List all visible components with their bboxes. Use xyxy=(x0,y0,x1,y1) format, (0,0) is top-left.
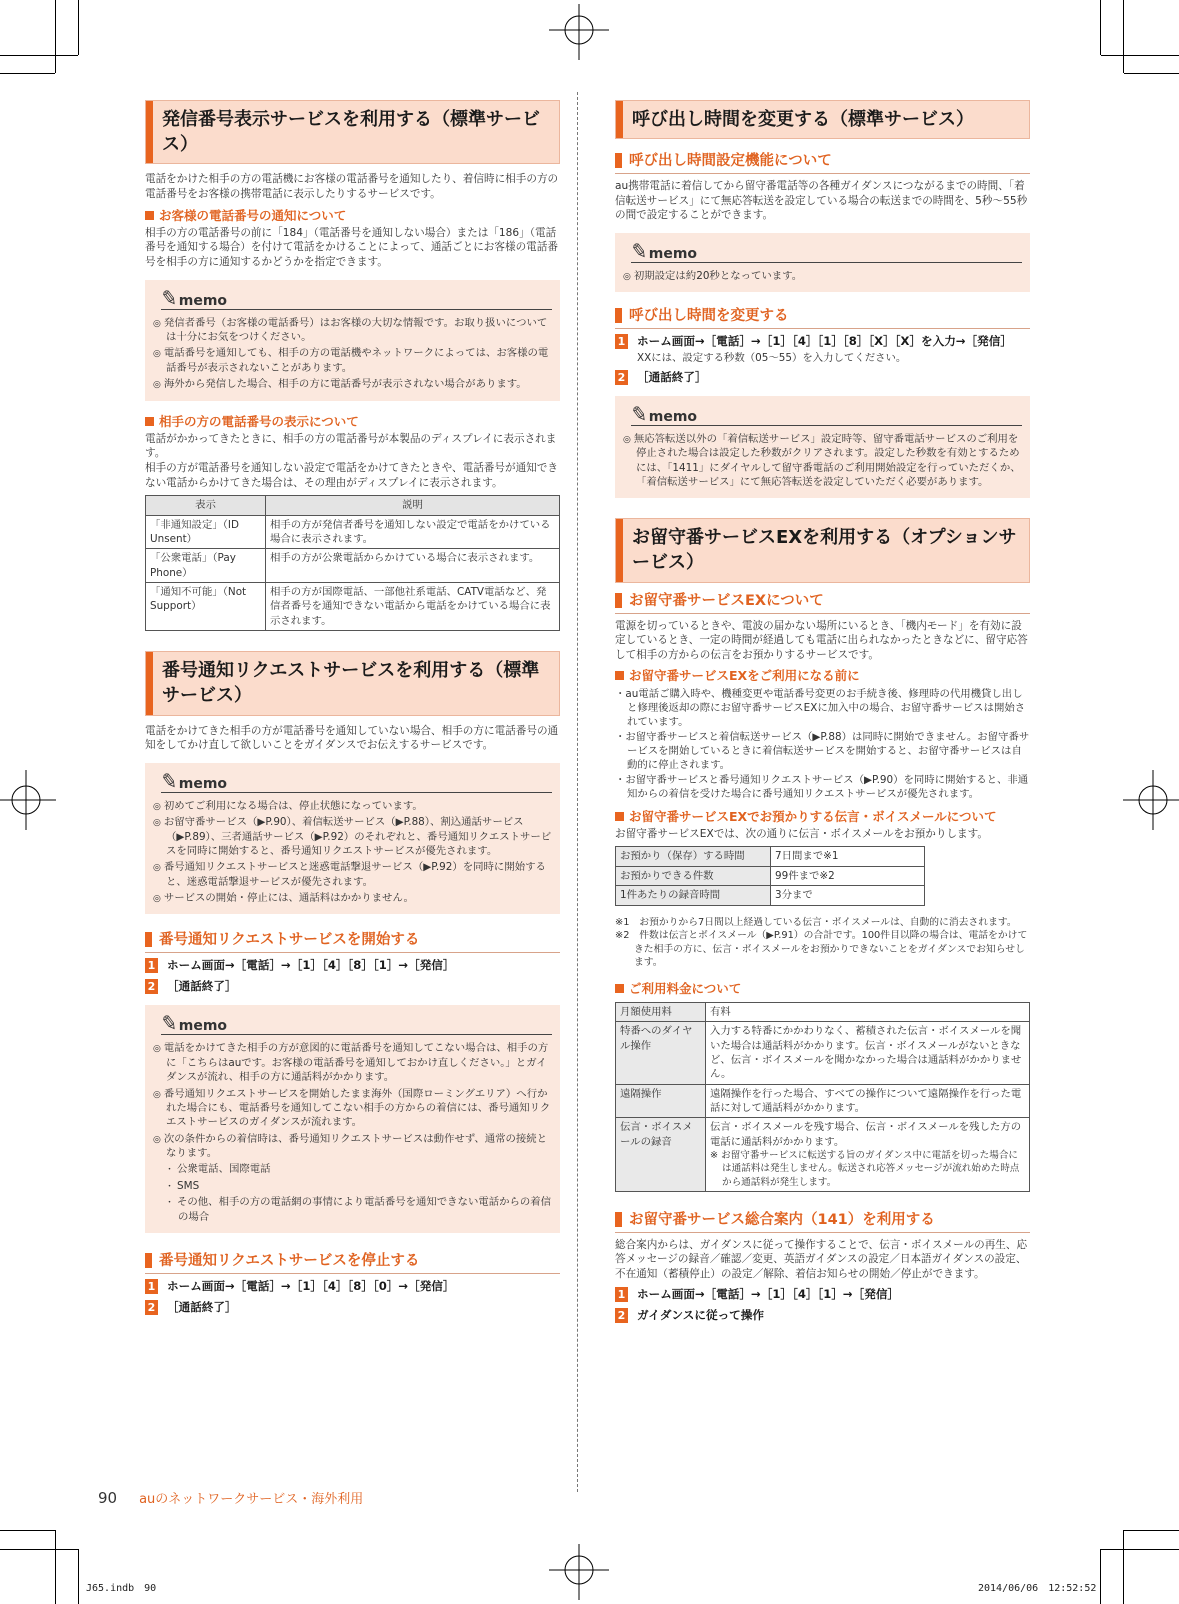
table-row xyxy=(146,515,560,549)
list-item: ・ お留守番サービスと着信転送サービス（▶P.88）は同時に開始できません。お留守番サービスを開始しているときに着信転送サービスを開始すると、お留守番サービスは自動的に停止されます。 xyxy=(615,730,1030,773)
heading-before-use: お留守番サービスEXをご利用になる前に xyxy=(615,667,1030,684)
section-title-voicemail-ex: お留守番サービスEXを利用する（オプションサービス） xyxy=(615,518,1030,582)
step-1 xyxy=(615,1287,1030,1303)
registration-mark-left xyxy=(0,770,60,830)
display-body-2: 相手の方が電話番号を通知しない設定で電話をかけてきたときや、電話番号が通知できない電話からかけてきた場合は、その理由がディスプレイに表示されます。 xyxy=(145,462,558,489)
heading-display-number: 相手の方の電話番号の表示について xyxy=(145,413,560,430)
table-row xyxy=(616,1002,1030,1021)
fee-table xyxy=(615,1002,1030,1192)
memo-box-start-request xyxy=(145,1005,560,1233)
ring-time-body: au携帯電話に着信してから留守番電話等の各種ガイダンスにつながるまでの時間、「着信転送サービス」にて無応答転送を設定している場合の転送までの時間を、5秒〜55秒の間で設定することができます。 xyxy=(615,180,1028,222)
step-text: ［通話終了］ xyxy=(637,369,707,384)
footnote: ※1 お預かりから7日間以上経過している伝言・ボイスメールは、自動的に消去されます。 xyxy=(615,916,1017,928)
table-cell: 遠隔操作 xyxy=(616,1084,706,1118)
step-1 xyxy=(145,1279,560,1295)
pencil-icon: ✎ xyxy=(159,1010,180,1037)
caller-id-intro: 電話をかけた相手の方の電話機にお客様の電話番号を通知したり、着信時に相手の方の電話番号をお客様の携帯電話に表示したりするサービスです。 xyxy=(145,173,559,200)
step-text: ホーム画面→［電話］→［1］［4］［8］［0］→［発信］ xyxy=(167,1279,455,1294)
memo-item: ◎ 海外から発信した場合、相手の方に電話番号が表示されない場合があります。 xyxy=(153,377,552,391)
display-body-1: 電話がかかってきたときに、相手の方の電話番号が本製品のディスプレイに表示されます。 xyxy=(145,432,557,460)
memo-header: ✎ memo xyxy=(631,241,1022,263)
table-row xyxy=(616,886,925,905)
step-number: 2 xyxy=(145,1300,158,1315)
heading-fees: ご利用料金について xyxy=(615,980,1030,997)
step-2 xyxy=(615,370,1030,386)
step-number: 2 xyxy=(615,1308,628,1323)
memo-item: ◎ 無応答転送以外の「着信転送サービス」設定時等、留守番電話サービスのご利用を停止された場合は設定した秒数がクリアされます。設定した秒数を有効とするためには、「1411」にダイヤルして留守番電話のご利用開始設定を行っていただくか、「着信転送サービス」にて無応答転送を設定していただく必要があります。 xyxy=(623,432,1022,489)
memo-box-number-request xyxy=(145,763,560,915)
table-cell: 入力する特番にかかわりなく、蓄積された伝言・ボイスメールを聞いた場合は通話料がかかります。伝言・ボイスメールがないときなど、伝言・ボイスメールを聞かなかった場合は通話料がかかりません。 xyxy=(706,1022,1030,1084)
step-2 xyxy=(145,979,560,995)
table-header: 説明 xyxy=(266,496,560,515)
step-text: ［通話終了］ xyxy=(167,1300,237,1315)
registration-mark-right xyxy=(1119,770,1179,830)
list-item: ・ au電話ご購入時や、機種変更や電話番号変更のお手続き後、修理時の代用機貸し出しと修理後返却の際にお留守番サービスEXに加入中の場合、お留守番サービスは開始されています。 xyxy=(615,687,1030,730)
table-row xyxy=(146,583,560,631)
table-cell: 相手の方が発信者番号を通知しない設定で電話をかけている場合に表示されます。 xyxy=(266,515,560,549)
memo-item: ◎ 番号通知リクエストサービスを開始したまま海外（国際ローミングエリア）へ行かれた場合にも、電話番号を通知してこない相手の方からの着信には、番号通知リクエストサービスのガイダンスが流れます。 xyxy=(153,1087,552,1130)
section-title-caller-id: 発信番号表示サービスを利用する（標準サービス） xyxy=(145,100,560,164)
step-number: 1 xyxy=(615,1287,628,1302)
print-slug-date: 2014/06/06 12:52:52 xyxy=(978,1583,1097,1594)
step-number: 1 xyxy=(145,1279,158,1294)
table-row xyxy=(146,549,560,583)
footnotes xyxy=(615,916,1030,970)
number-request-intro: 電話をかけてきた相手の方が電話番号を通知していない場合、相手の方に電話番号の通知をしてかけ直して欲しいことをガイダンスでお伝えするサービスです。 xyxy=(145,724,559,752)
table-row xyxy=(616,866,925,885)
heading-ring-time-feature: 呼び出し時間設定機能について xyxy=(615,151,1030,174)
table-cell: 相手の方が国際電話、一部他社系電話、CATV電話など、発信者番号を通知できない電話から電話をかけている場合に表示されます。 xyxy=(266,583,560,631)
memo-subitem: ・ その他、相手の方の電話網の事情により電話番号を通知できない電話からの着信の場合 xyxy=(165,1195,552,1224)
storage-table xyxy=(615,846,925,905)
left-column xyxy=(145,100,560,1321)
table-cell: お預かりできる件数 xyxy=(616,866,771,885)
pencil-icon: ✎ xyxy=(629,400,650,427)
footnote: ※2 件数は伝言とボイスメール（▶P.91）の合計です。100件目以降の場合は、電話をかけてきた相手の方に、伝言・ボイスメールをお預かりできないことをガイダンスでお知らせします。 xyxy=(615,930,1028,969)
table-cell: 特番へのダイヤル操作 xyxy=(616,1022,706,1084)
pencil-icon: ✎ xyxy=(159,284,180,311)
print-slug-file: J65.indb 90 xyxy=(86,1583,157,1594)
step-1 xyxy=(615,334,1030,350)
table-cell: 相手の方が公衆電話からかけている場合に表示されます。 xyxy=(266,549,560,583)
list-item: ・ お留守番サービスと番号通知リクエストサービス（▶P.90）を同時に開始すると、非通知からの着信を受けた場合に番号通知リクエストサービスが優先されます。 xyxy=(615,773,1030,802)
memo-item: ◎ 番号通知リクエストサービスと迷惑電話撃退サービス（▶P.92）を同時に開始すると、迷惑電話撃退サービスが優先されます。 xyxy=(153,860,552,889)
memo-item: ◎ サービスの開始・停止には、通話料はかかりません。 xyxy=(153,891,552,905)
memo-item: ◎ 初期設定は約20秒となっています。 xyxy=(623,269,1022,283)
table-cell: 1件あたりの録音時間 xyxy=(616,886,771,905)
heading-voicemail-ex-about: お留守番サービスEXについて xyxy=(615,591,1030,614)
step-text: ホーム画面→［電話］→［1］［4］［1］［8］［X］［X］を入力→［発信］ xyxy=(637,334,1012,349)
pencil-icon: ✎ xyxy=(159,767,180,794)
section-title-ring-time: 呼び出し時間を変更する（標準サービス） xyxy=(615,100,1030,139)
column-divider xyxy=(577,92,578,1492)
memo-item: ◎ お留守番サービス（▶P.90）、着信転送サービス（▶P.88）、割込通話サービス（▶P.89）、三者通話サービス（▶P.92）のそれぞれと、番号通知リクエストサービスを同時に開始すると、番号通知リクエストサービスが優先されます。 xyxy=(153,815,552,858)
table-header: 表示 xyxy=(146,496,266,515)
table-row xyxy=(616,1118,1030,1192)
step-2 xyxy=(615,1308,1030,1324)
table-row xyxy=(616,847,925,866)
pencil-icon: ✎ xyxy=(629,237,650,265)
table-cell: 月額使用料 xyxy=(616,1002,706,1021)
step-number: 1 xyxy=(615,334,628,349)
memo-box-caller-id xyxy=(145,280,560,401)
table-cell: 伝言・ボイスメールの録音 xyxy=(616,1118,706,1192)
heading-start-request: 番号通知リクエストサービスを開始する xyxy=(145,930,560,953)
memo-box-ring-time xyxy=(615,233,1030,292)
voicemail-guide-body: 総合案内からは、ガイダンスに従って操作することで、伝言・ボイスメールの再生、応答メッセージの録音／確認／変更、英語ガイダンスの設定／日本語ガイダンスの設定、不在通知（蓄積停止）の設定／解除、着信お知らせの開始／停止ができます。 xyxy=(615,1238,1028,1281)
step-number: 2 xyxy=(145,979,158,994)
table-row xyxy=(616,1084,1030,1118)
memo-item: ◎ 電話をかけてきた相手の方が意図的に電話番号を通知してこない場合は、相手の方に「こちらはauです。お客様の電話番号を通知しておかけ直しください。」とガイダンスが流れ、相手の方に通話料がかかります。 xyxy=(153,1041,552,1084)
step-text: ガイダンスに従って操作 xyxy=(637,1307,764,1322)
notify-number-body: 相手の方の電話番号の前に「184」（電話番号を通知しない場合）または「186」（電話番号を通知する場合）を付けて電話をかけることによって、通話ごとにお客様の電話番号を相手の方に通知するかどうかを指定できます。 xyxy=(145,226,558,269)
page-footer xyxy=(98,1488,363,1509)
table-cell: 3分まで xyxy=(771,886,925,905)
table-cell: 「通知不可能」（Not Support） xyxy=(146,583,266,631)
table-cell: 7日間まで※1 xyxy=(771,847,925,866)
memo-item: ◎ 発信者番号（お客様の電話番号）はお客様の大切な情報です。お取り扱いについては十分にお気をつけください。 xyxy=(153,316,552,345)
heading-notify-number: お客様の電話番号の通知について xyxy=(145,207,560,224)
memo-box-change-ring-time xyxy=(615,396,1030,498)
step-1 xyxy=(145,958,560,974)
step-text: ホーム画面→［電話］→［1］［4］［8］［1］→［発信］ xyxy=(167,958,455,973)
registration-mark-bottom xyxy=(549,1540,609,1600)
memo-header: ✎ memo xyxy=(631,404,1022,426)
memo-item: ◎ 次の条件からの着信時は、番号通知リクエストサービスは動作せず、通常の接続となります。 xyxy=(153,1132,552,1161)
memo-sublist xyxy=(153,1162,552,1224)
memo-subitem: ・ SMS xyxy=(165,1179,552,1193)
step-2 xyxy=(145,1300,560,1316)
table-cell: 遠隔操作を行った場合、すべての操作について遠隔操作を行った電話に対して通話料がかかります。 xyxy=(706,1084,1030,1118)
display-reason-table xyxy=(145,495,560,631)
table-cell: 「非通知設定」（ID Unsent） xyxy=(146,515,266,549)
memo-header: ✎ memo xyxy=(161,771,552,793)
table-cell: 有料 xyxy=(706,1002,1030,1021)
fee-note: ※ お留守番サービスに転送する旨のガイダンス中に電話を切った場合には通話料は発生しません。転送され応答メッセージが流れ始めた時点から通話料が発生します。 xyxy=(710,1150,1020,1188)
heading-stored-messages: お留守番サービスEXでお預かりする伝言・ボイスメールについて xyxy=(615,808,1030,825)
memo-header: ✎ memo xyxy=(161,288,552,310)
step-text: ホーム画面→［電話］→［1］［4］［1］→［発信］ xyxy=(637,1286,900,1301)
chapter-name: auのネットワークサービス・海外利用 xyxy=(139,1492,364,1507)
step-1-note: XXには、設定する秒数（05〜55）を入力してください。 xyxy=(637,352,907,365)
step-number: 2 xyxy=(615,370,628,385)
before-use-list xyxy=(615,687,1030,802)
table-cell: お預かり（保存）する時間 xyxy=(616,847,771,866)
heading-stop-request: 番号通知リクエストサービスを停止する xyxy=(145,1251,560,1274)
memo-subitem: ・ 公衆電話、国際電話 xyxy=(165,1162,552,1176)
table-cell: 99件まで※2 xyxy=(771,866,925,885)
memo-item: ◎ 電話番号を通知しても、相手の方の電話機やネットワークによっては、お客様の電話番号が表示されないことがあります。 xyxy=(153,346,552,375)
stored-messages-body: お留守番サービスEXでは、次の通りに伝言・ボイスメールをお預かりします。 xyxy=(615,827,988,840)
heading-voicemail-guide: お留守番サービス総合案内（141）を利用する xyxy=(615,1210,1030,1233)
right-column xyxy=(615,100,1030,1329)
memo-header: ✎ memo xyxy=(161,1013,552,1035)
step-text: ［通話終了］ xyxy=(167,979,237,994)
page-number: 90 xyxy=(98,1489,118,1507)
heading-change-ring-time: 呼び出し時間を変更する xyxy=(615,306,1030,329)
registration-mark-top xyxy=(549,4,609,64)
table-row xyxy=(616,1022,1030,1084)
section-title-number-request: 番号通知リクエストサービスを利用する（標準サービス） xyxy=(145,651,560,715)
table-cell: 「公衆電話」（Pay Phone） xyxy=(146,549,266,583)
memo-item: ◎ 初めてご利用になる場合は、停止状態になっています。 xyxy=(153,799,552,813)
table-cell: 伝言・ボイスメールを残す場合、伝言・ボイスメールを残した方の電話に通話料がかかります。 ※ お留守番サービスに転送する旨のガイダンス中に電話を切った場合には通話料は発生しません。転送され応答メッセージが流れ始めた時点から通話料が発生します。 xyxy=(706,1118,1030,1192)
voicemail-ex-body: 電源を切っているときや、電波の届かない場所にいるとき、「機内モード」を有効に設定しているとき、一定の時間が経過しても電話に出られなかったときなどに、留守応答して相手の方からの伝言をお預かりするサービスです。 xyxy=(615,619,1028,661)
step-number: 1 xyxy=(145,958,158,973)
